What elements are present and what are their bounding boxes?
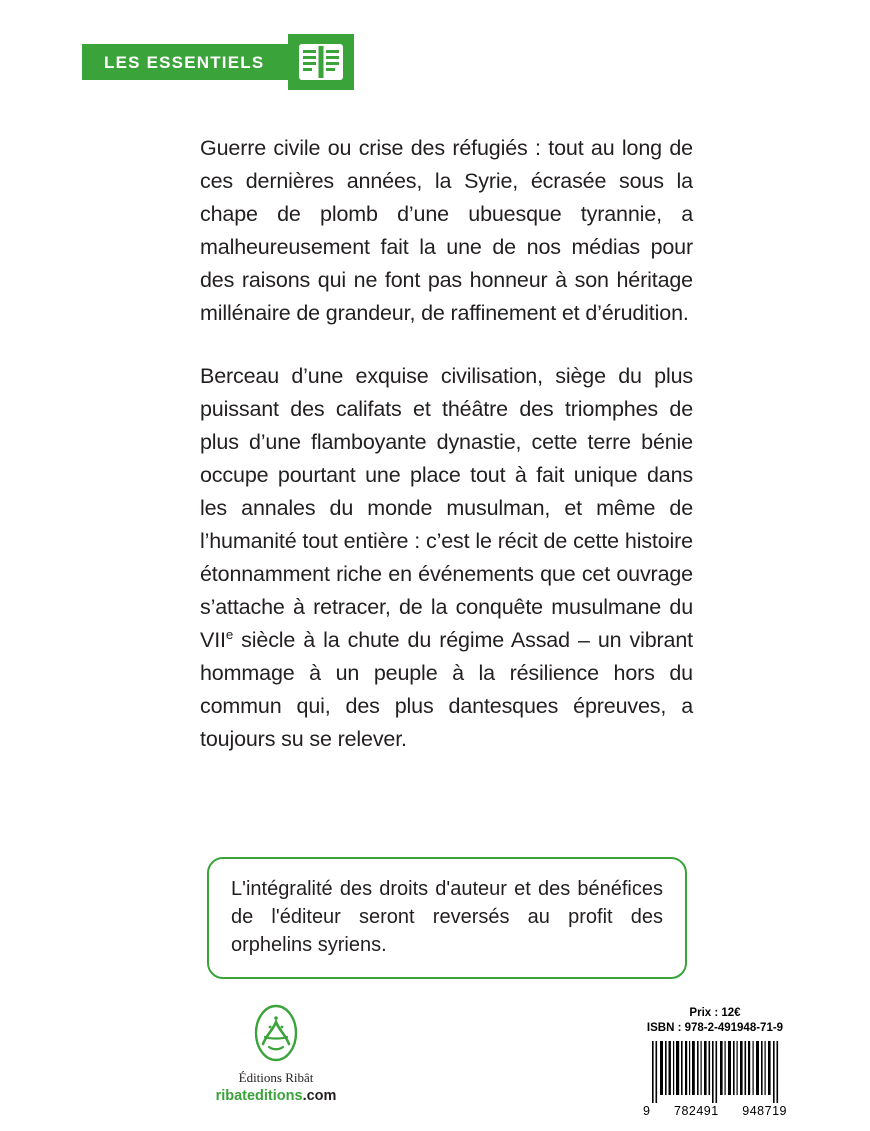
publisher-website-name: ribateditions: [215, 1088, 303, 1104]
publisher-website: [206, 1088, 346, 1104]
blurb-paragraph-2-part2: siècle à la chute du régime Assad – un vibrant hommage à un peuple à la résilience hors du commun qui, des plus dantesques épreuves, a toujours su se relever.: [200, 628, 693, 751]
barcode-digits: [642, 1104, 788, 1118]
publisher-block: [206, 1000, 346, 1104]
publisher-name: Éditions Ribât: [238, 1070, 314, 1085]
open-book-icon: [288, 34, 354, 90]
back-cover-blurb: [200, 132, 693, 756]
publisher-website-tld: .com: [302, 1088, 337, 1104]
barcode-group-2: 948719: [742, 1104, 787, 1118]
barcode-group-1: 782491: [674, 1104, 719, 1118]
price-label: Prix : 12€: [689, 1007, 741, 1019]
ean13-barcode: [642, 1041, 788, 1118]
collection-tag: LES ESSENTIELS: [82, 44, 290, 80]
blurb-paragraph-1: Guerre civile ou crise des réfugiés : tout au long de ces dernières années, la Syrie, écrasée sous la chape de plomb d’une ubuesque tyrannie, a malheureusement fait la une de nos médias pour des raisons qui ne font pas honneur à son héritage millénaire de grandeur, de raffinement et d’érudition.: [200, 136, 693, 325]
isbn-label: ISBN : 978-2-491948-71-9: [646, 1022, 784, 1034]
collection-header: [82, 34, 354, 90]
arabic-calligraphy-seal-icon: [243, 1000, 309, 1066]
commerce-block: [642, 1006, 788, 1118]
blurb-paragraph-2-ordinal: e: [225, 626, 234, 642]
barcode-digit-left: 9: [643, 1104, 651, 1118]
donation-callout: [207, 857, 687, 979]
donation-callout-text: L'intégralité des droits d'auteur et des bénéfices de l'éditeur seront reversés au profit des orphelins syriens.: [231, 878, 663, 956]
blurb-paragraph-2: [200, 360, 693, 756]
blurb-paragraph-2-part1: Berceau d’une exquise civilisation, siège du plus puissant des califats et théâtre des triomphes de plus d’une flamboyante dynastie, cette terre bénie occupe pourtant une place tout à fait unique dans les annales du monde musulman, et même de l’humanité tout entière : c’est le récit de cette histoire étonnamment riche en événements que cet ouvrage s’attache à retracer, de la conquête musulmane du VII: [200, 364, 693, 652]
